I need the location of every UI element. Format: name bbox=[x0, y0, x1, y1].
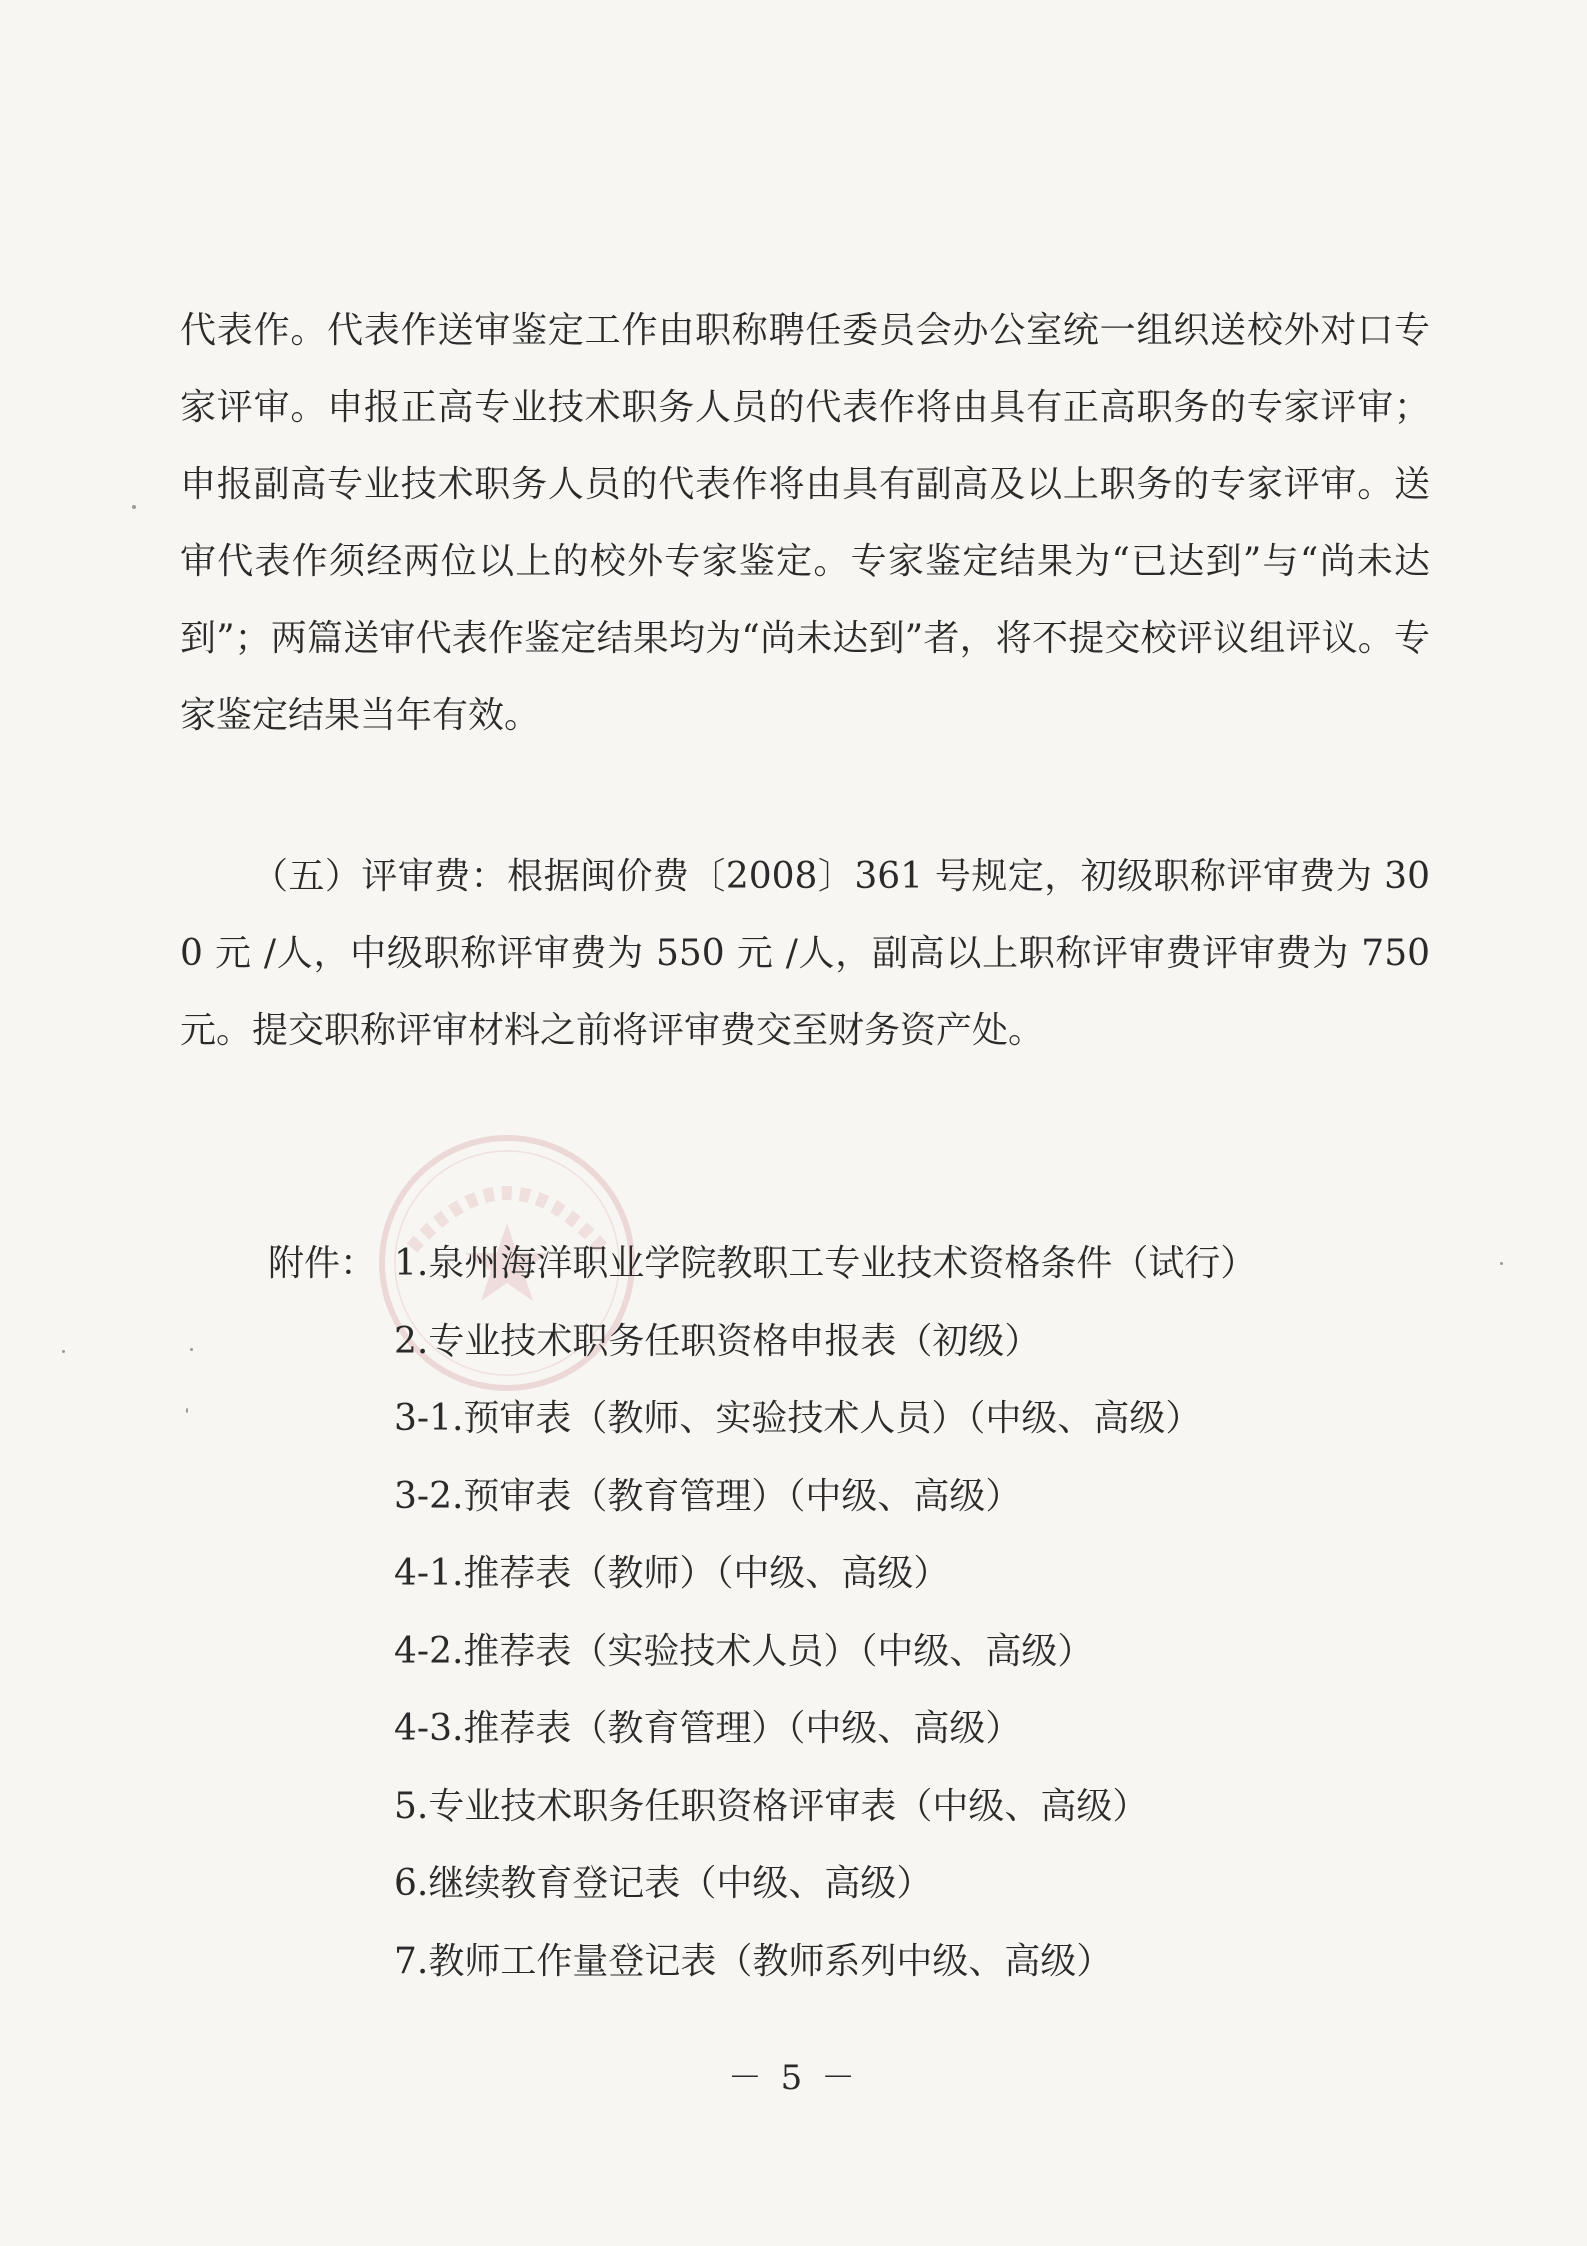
attachment-item: 4-3.推荐表（教育管理）（中级、高级） bbox=[394, 1708, 1022, 1749]
body-paragraph-representative-works: 代表作。代表作送审鉴定工作由职称聘任委员会办公室统一组织送校外对口专家评审。申报正高专业技术职务人员的代表作将由具有正高职务的专家评审；申报副高专业技术职务人员的代表作将由具有副高及以上职务的专家评审。送审代表作须经两位以上的校外专家鉴定。专家鉴定结果为“已达到”与“尚未达到”；两篇送审代表作鉴定结果均为“尚未达到”者，将不提交校评议组评议。专家鉴定结果当年有效。 bbox=[180, 310, 1430, 736]
attachment-item: 7.教师工作量登记表（教师系列中级、高级） bbox=[394, 1940, 1113, 1982]
attachment-item: 4-1.推荐表（教师）（中级、高级） bbox=[394, 1553, 950, 1594]
scan-speck bbox=[62, 1350, 65, 1353]
attachment-item: 4-2.推荐表（实验技术人员）（中级、高级） bbox=[394, 1630, 1094, 1672]
attachment-item: 2.专业技术职务任职资格申报表（初级） bbox=[394, 1320, 1041, 1362]
attachment-item: 6.继续教育登记表（中级、高级） bbox=[394, 1863, 933, 1904]
page-number: － 5 － bbox=[727, 2058, 860, 2098]
scan-speck bbox=[190, 1348, 193, 1351]
attachment-item: 3-1.预审表（教师、实验技术人员）（中级、高级） bbox=[394, 1398, 1202, 1439]
attachment-item: 3-2.预审表（教育管理）（中级、高级） bbox=[394, 1475, 1022, 1517]
body-paragraph-review-fee: （五）评审费：根据闽价费〔2008〕361 号规定，初级职称评审费为 300 元 /人，中级职称评审费为 550 元 /人，副高以上职称评审费评审费为 750 元。提交职称评审材料之前将评审费交至财务资产处。 bbox=[180, 856, 1430, 1051]
scan-speck bbox=[186, 1408, 188, 1413]
attachments-list bbox=[394, 1225, 1256, 2000]
attachment-item: 1.泉州海洋职业学院教职工专业技术资格条件（试行） bbox=[394, 1243, 1257, 1284]
attachments-label: 附件： bbox=[268, 1243, 377, 1284]
scan-speck bbox=[132, 505, 136, 509]
attachment-item: 5.专业技术职务任职资格评审表（中级、高级） bbox=[394, 1785, 1149, 1827]
scan-speck bbox=[1500, 1262, 1503, 1265]
